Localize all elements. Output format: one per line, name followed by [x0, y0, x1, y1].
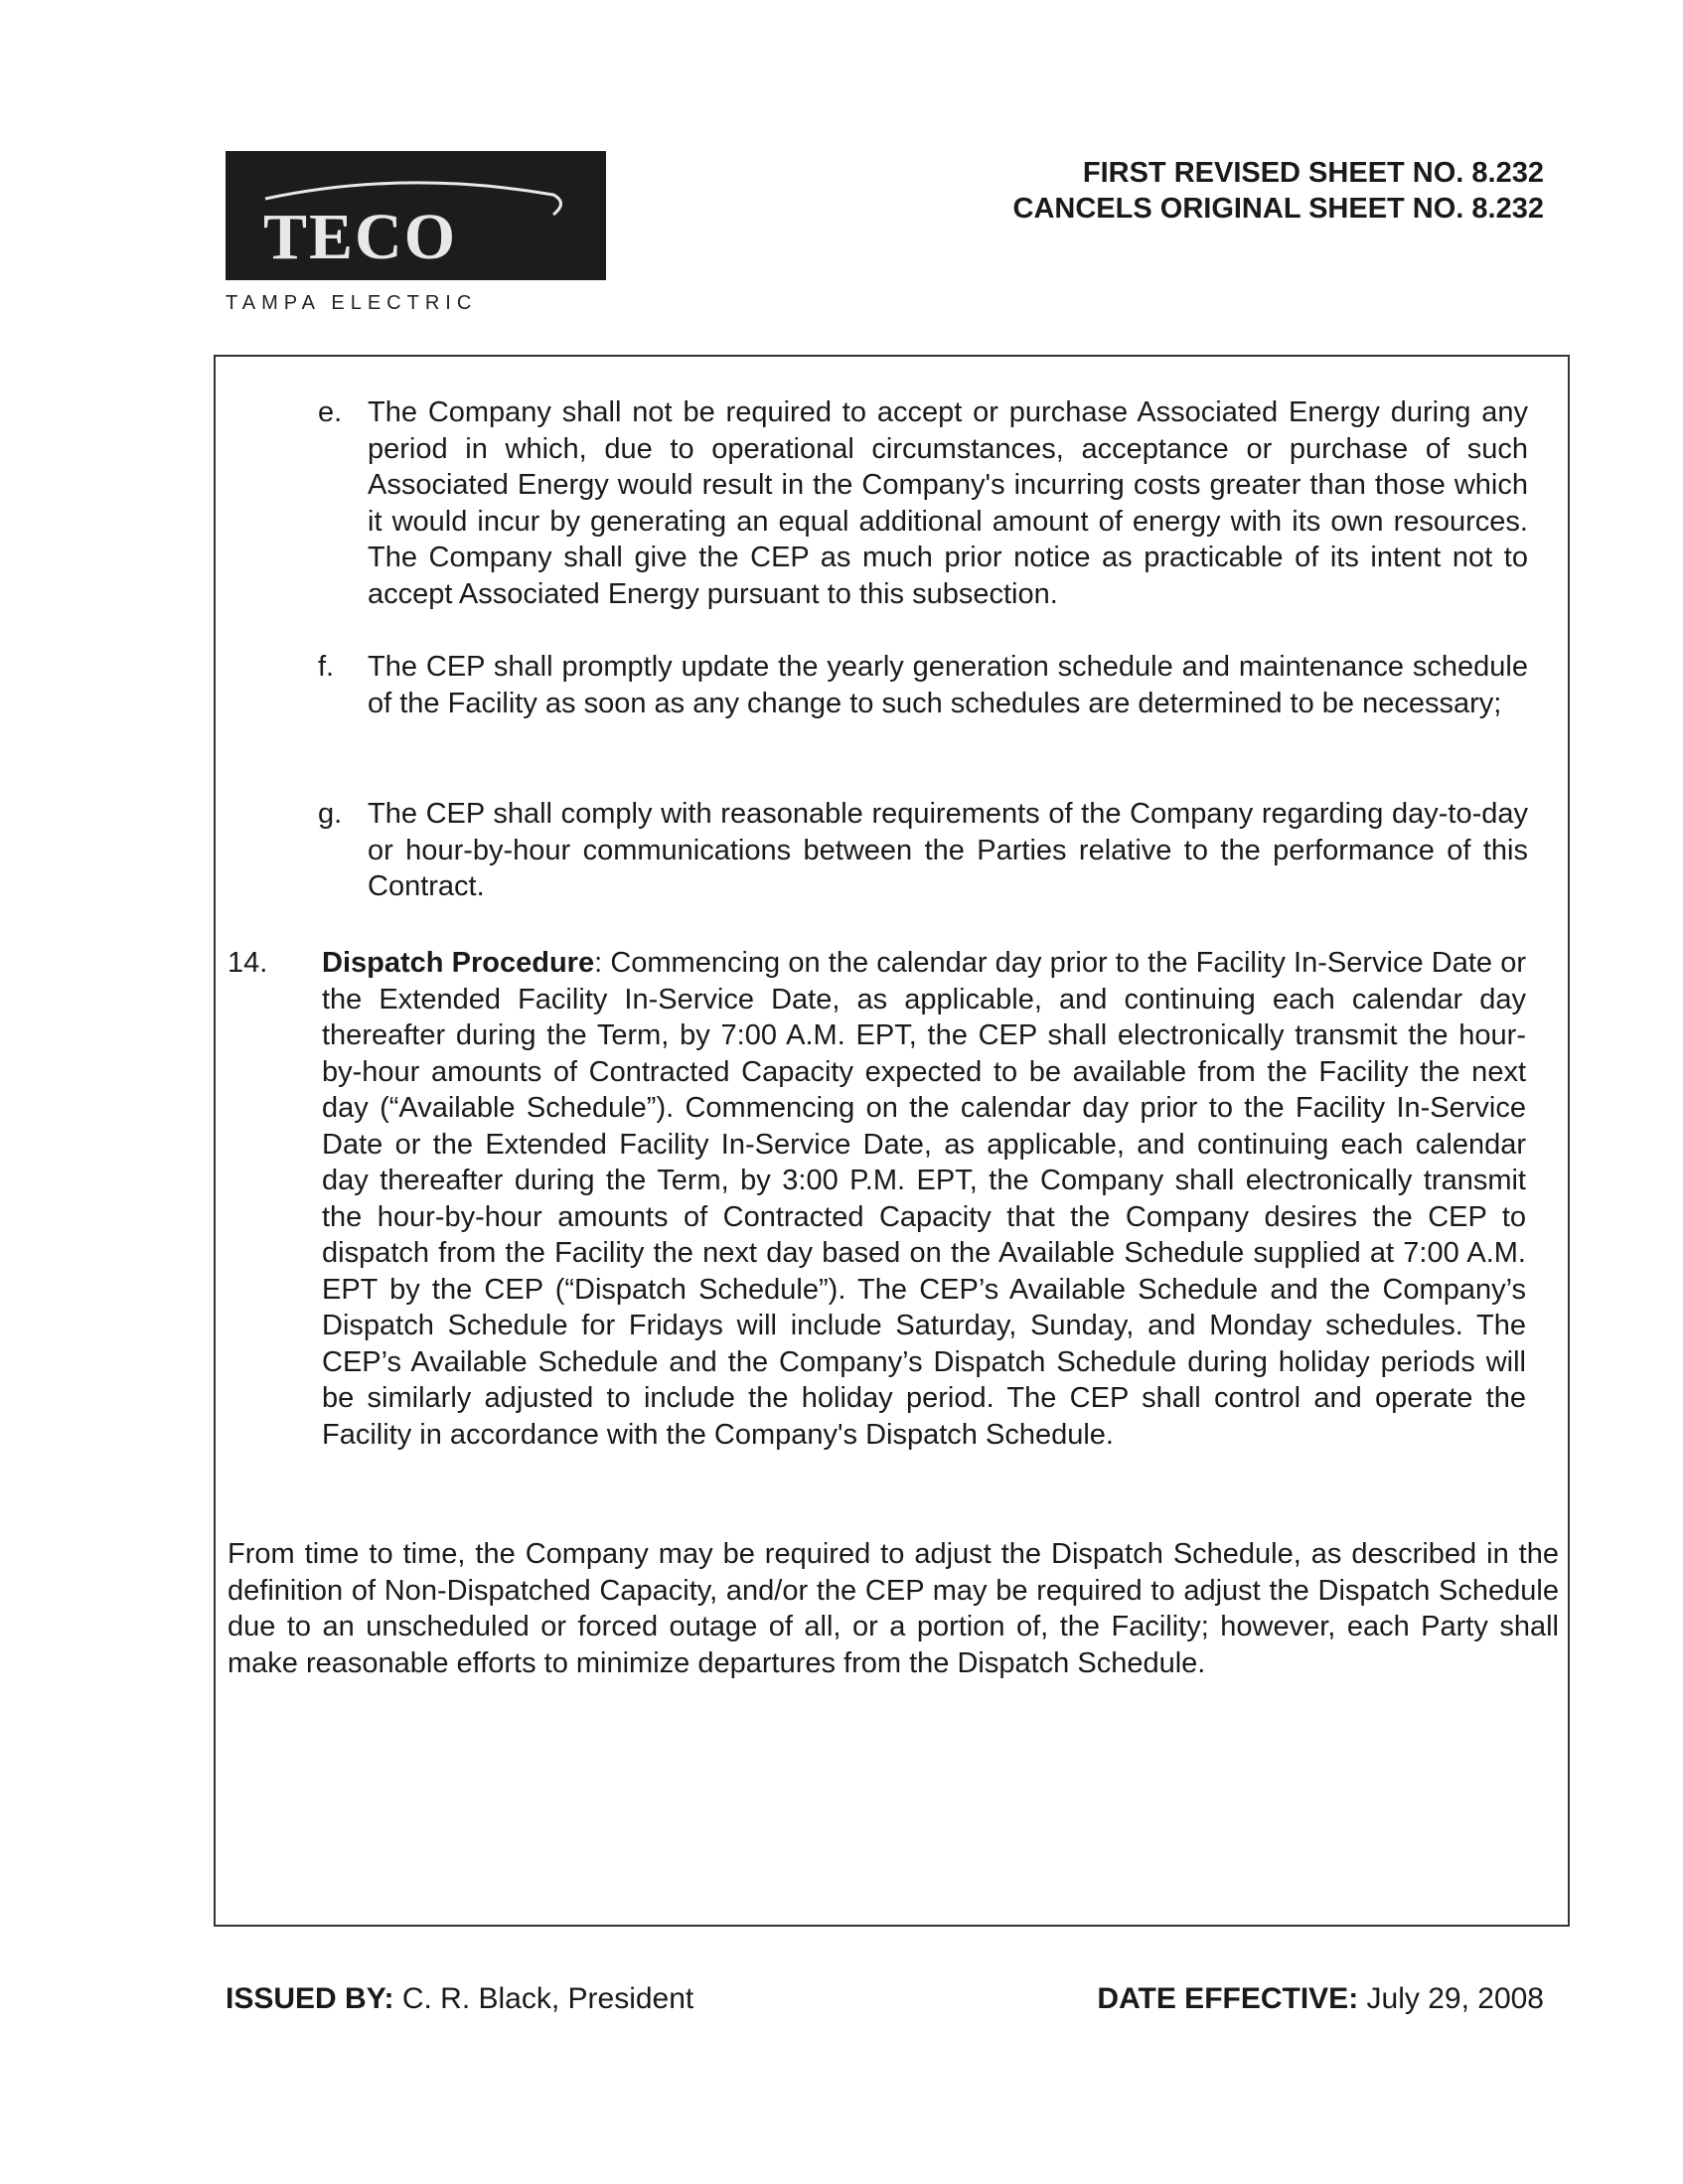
- teco-logo-graphic: [226, 151, 606, 280]
- company-logo: [226, 151, 606, 280]
- subsection-letter: e.: [318, 396, 343, 428]
- issued-by: [226, 1982, 693, 2016]
- date-effective-label: DATE EFFECTIVE:: [1097, 1982, 1359, 2015]
- subsection-text: The Company shall not be required to accept or purchase Associated Energy during any period in which, due to operational circumstances, acceptance or purchase of such Associated Energy would result in the Company's incurring costs greater than those which it would incur by generating an equal additional amount of energy with its own resources. The Company shall give the CEP as much prior notice as practicable of its intent not to accept Associated Energy pursuant to this subsection.: [368, 396, 1528, 610]
- sheet-number-line: FIRST REVISED SHEET NO. 8.232: [1082, 157, 1544, 189]
- closing-paragraph: From time to time, the Company may be required to adjust the Dispatch Schedule, as described in the definition of Non-Dispatched Capacity, and/or the CEP may be required to adjust the Dispatch Schedule due to an unscheduled or forced outage of all, or a portion of, the Facility; however, each Party shall make reasonable efforts to minimize departures from the Dispatch Schedule.: [228, 1538, 1559, 1679]
- subsection-letter: f.: [318, 651, 335, 683]
- date-effective-value: July 29, 2008: [1366, 1982, 1544, 2015]
- cancels-sheet-line: CANCELS ORIGINAL SHEET NO. 8.232: [1012, 193, 1544, 225]
- issued-by-value: C. R. Black, President: [401, 1982, 694, 2015]
- tariff-content-box: [214, 355, 1570, 1927]
- subsection-letter: g.: [318, 798, 343, 830]
- section-body: [322, 945, 1526, 1453]
- sheet-number-header: [1013, 155, 1544, 227]
- section-number: 14.: [228, 947, 268, 979]
- subsection-text: The CEP shall promptly update the yearly generation schedule and maintenance schedule of the Facility as soon as any change to such schedules are determined to be necessary;: [368, 651, 1528, 719]
- section-text: : Commencing on the calendar day prior to the Facility In-Service Date or the Extended Facility In-Service Date, as applicable, and continuing each calendar day thereafter during the Term, by 7:00 A.M. EPT, the CEP shall electronically transmit the hour-by-hour amounts of Contracted Capacity expected to be available from the Facility the next day (“Available Schedule”). Commencing on the calendar day prior to the Facility In-Service Date or the Extended Facility In-Service Date, as applicable, and continuing each calendar day thereafter during the Term, by 3:00 P.M. EPT, the Company shall electronically transmit the hour-by-hour amounts of Contracted Capacity that the Company desires the CEP to dispatch from the Facility the next day based on the Available Schedule supplied at 7:00 A.M. EPT by the CEP (“Dispatch Schedule”). The CEP’s Available Schedule and the Company’s Dispatch Schedule for Fridays will include Saturday, Sunday, and Monday schedules. The CEP’s Available Schedule and the Company’s Dispatch Schedule during holiday periods will be similarly adjusted to include the holiday period. The CEP shall control and operate the Facility in accordance with the Company's Dispatch Schedule.: [322, 947, 1526, 1451]
- issued-by-label: ISSUED BY:: [226, 1982, 394, 2015]
- logo-wordmark: TECO: [263, 201, 458, 273]
- date-effective: [1097, 1982, 1544, 2016]
- subsection-text: The CEP shall comply with reasonable requirements of the Company regarding day-to-day or hour-by-hour communications between the Parties relative to the performance of this Contract.: [368, 798, 1528, 902]
- logo-tagline: TAMPA ELECTRIC: [226, 292, 478, 314]
- section-title: Dispatch Procedure: [322, 947, 595, 979]
